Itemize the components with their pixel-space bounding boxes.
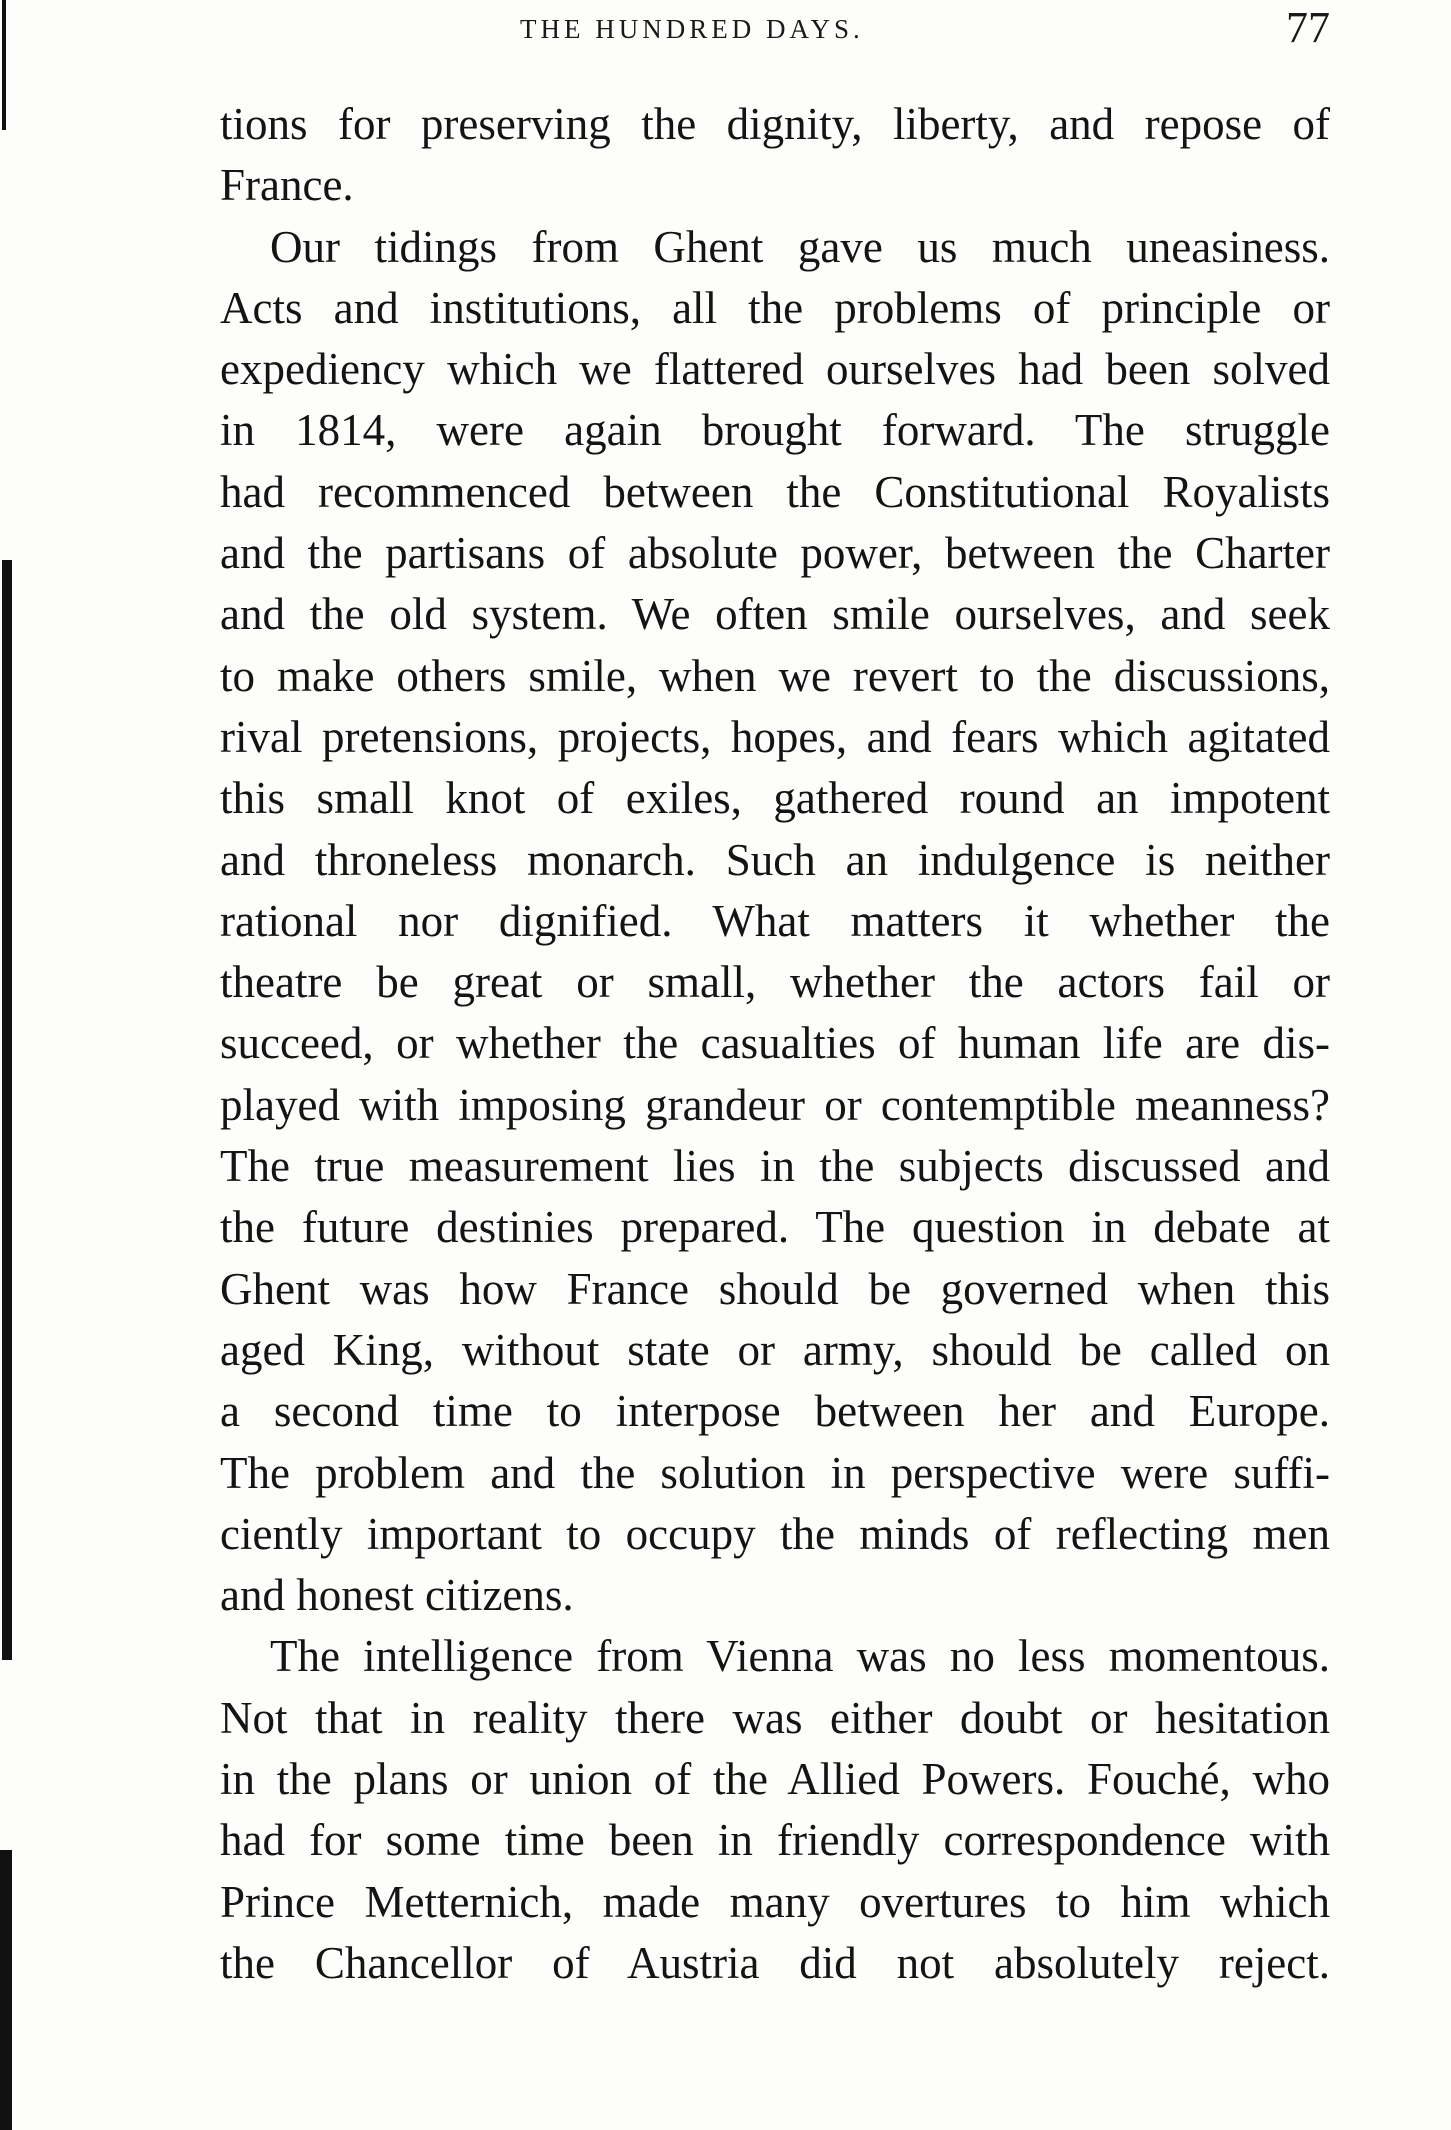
text-line: and throneless monarch. Such an indulgence is neither [220,834,1330,885]
running-head [220,4,1330,64]
running-title: THE HUNDRED DAYS. [520,14,864,44]
text-line: The problem and the solution in perspective were suffi- [220,1447,1330,1498]
text-line: expediency which we flattered ourselves had been solved [220,344,1330,395]
text-line: rational nor dignified. What matters it whether the [220,895,1330,946]
text-line: Our tidings from Ghent gave us much uneasiness. [270,221,1330,272]
text-line: and the old system. We often smile ourselves, and seek [220,589,1330,640]
text-line: played with imposing grandeur or contemptible meanness? [220,1079,1330,1130]
binding-shadow-bottom [0,1850,12,2130]
text-line: Not that in reality there was either doubt or hesitation [220,1692,1330,1743]
text-line: theatre be great or small, whether the actors fail or [220,957,1330,1008]
text-line: rival pretensions, projects, hopes, and fears which agitated [220,711,1330,762]
binding-shadow-middle [2,560,12,1660]
body-text [220,94,1330,1994]
text-line: The true measurement lies in the subjects discussed and [220,1141,1330,1192]
text-line: Acts and institutions, all the problems of principle or [220,282,1330,333]
text-line: to make others smile, when we revert to the discussions, [220,650,1330,701]
paragraph-3 [220,1626,1330,1994]
page-number: 77 [1286,3,1330,52]
text-line: Prince Metternich, made many overtures to him which [220,1876,1330,1927]
text-line: ciently important to occupy the minds of reflecting men [220,1508,1330,1559]
text-line: tions for preserving the dignity, liberty, and repose of [220,99,1330,149]
text-line: the future destinies prepared. The question in debate at [220,1202,1330,1253]
text-line: succeed, or whether the casualties of human life are dis- [220,1018,1330,1069]
text-line: in the plans or union of the Allied Powers. Fouché, who [220,1754,1330,1805]
text-line: had for some time been in friendly correspondence with [220,1815,1330,1866]
text-line: a second time to interpose between her and Europe. [220,1386,1330,1437]
text-line: Ghent was how France should be governed when this [220,1263,1330,1314]
text-line: The intelligence from Vienna was no less momentous. [270,1631,1330,1682]
paragraph-1 [220,94,1330,217]
text-line: had recommenced between the Constitutional Royalists [220,466,1330,517]
text-line: in 1814, were again brought forward. The struggle [220,405,1330,456]
text-line: and the partisans of absolute power, between the Charter [220,528,1330,579]
binding-shadow-top [2,0,6,130]
text-line: France. [220,160,354,211]
text-line: the Chancellor of Austria did not absolutely reject. [220,1937,1330,1988]
text-line: aged King, without state or army, should be called on [220,1324,1330,1375]
text-line: this small knot of exiles, gathered round an impotent [220,773,1330,824]
paragraph-2 [220,217,1330,1627]
text-line: and honest citizens. [220,1570,574,1621]
